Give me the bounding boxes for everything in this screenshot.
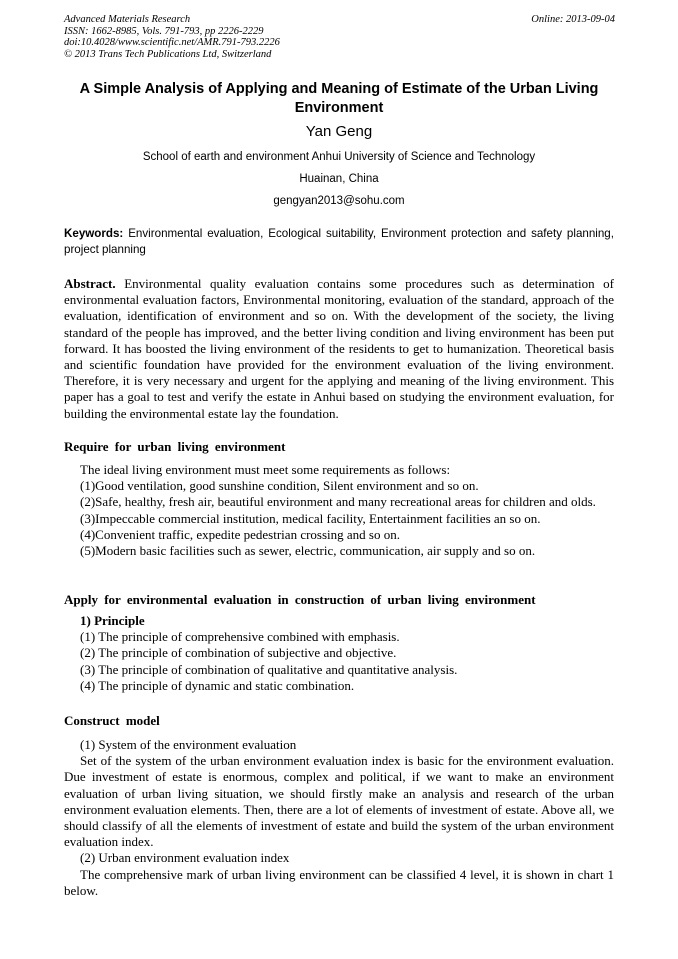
section-heading-model: Construct model — [64, 713, 160, 728]
issn-line: ISSN: 1662-8985, Vols. 791-793, pp 2226-2229 — [64, 25, 264, 37]
list-item: (4)Convenient traffic, expedite pedestrian crossing and so on. — [80, 526, 400, 542]
list-item: (1)Good ventilation, good sunshine condition, Silent environment and so on. — [80, 478, 479, 494]
section-model-body — [64, 737, 614, 899]
author-location: Huainan, China — [299, 173, 379, 185]
list-item: (2) The principle of combination of subjective and objective. — [80, 645, 397, 661]
section-apply-body — [64, 613, 614, 694]
abstract-text: Environmental quality evaluation contains some procedures such as determination of environmental evaluation factors, Environmental monitoring, evaluation of the standard, approach of the evaluation, identification of environment and so on. With the development of the society, the living standard of the people has improved, and the better living condition and living environment has been put forward. It has boosted the living environment of the residents to get to humanization. Theoretical basis and scientific foundation have provided for the environment evaluation of the living environment. Therefore, it is very necessary and urgent for the applying and meaning of the living environment. This paper has a goal to test and verify the estate in Anhui based on studying the environment evaluation, for building the environmental estate lay the foundation. — [64, 276, 614, 421]
list-item: (3)Impeccable commercial institution, medical facility, Entertainment facilities an so on. — [80, 510, 541, 526]
paper-title: A Simple Analysis of Applying and Meaning of Estimate of the Urban Living Environment — [79, 81, 599, 116]
list-item: (2)Safe, healthy, fresh air, beautiful environment and many recreational areas for children and olds. — [80, 494, 596, 510]
paragraph: (2) Urban environment evaluation index — [80, 850, 290, 866]
doi-line: doi:10.4028/www.scientific.net/AMR.791-793.2226 — [64, 37, 280, 48]
author-email[interactable]: gengyan2013@sohu.com — [273, 195, 405, 207]
copyright-line: © 2013 Trans Tech Publications Ltd, Switzerland — [64, 48, 272, 60]
keywords — [64, 226, 614, 257]
paragraph: Set of the system of the urban environment evaluation index is basic for the environment evaluation. Due investment of estate is enormous, complex and political, if we want to make an environment evaluation of urban living situation, we should firstly make an analysis and research of the urban environment evaluation elements. Then, there are a lot of elements of investment of estate. Above all, we should classify of all the elements of investment of estate and build the system of the urban environment evaluation index. — [64, 753, 614, 850]
author-affiliation: School of earth and environment Anhui University of Science and Technology — [142, 151, 536, 163]
section-require-body — [64, 462, 614, 559]
journal-header — [64, 14, 615, 60]
list-item: (3) The principle of combination of qualitative and quantitative analysis. — [80, 661, 458, 677]
author-name: Yan Geng — [305, 123, 373, 140]
online-date: Online: 2013-09-04 — [531, 14, 615, 25]
list-item: (4) The principle of dynamic and static combination. — [80, 677, 355, 693]
keywords-label: Keywords: — [64, 227, 124, 240]
abstract — [64, 276, 614, 422]
list-item: (1) The principle of comprehensive combined with emphasis. — [80, 629, 400, 645]
paragraph: The comprehensive mark of urban living environment can be classified 4 level, it is shown in chart 1 below. — [64, 866, 614, 898]
list-item: (5)Modern basic facilities such as sewer, electric, communication, air supply and so on. — [80, 543, 536, 559]
section-heading-require: Require for urban living environment — [64, 439, 286, 454]
list-item: The ideal living environment must meet some requirements as follows: — [80, 462, 451, 477]
paragraph: (1) System of the environment evaluation — [80, 737, 297, 752]
abstract-label: Abstract. — [64, 276, 116, 291]
journal-name: Advanced Materials Research — [64, 14, 191, 25]
keywords-text: Environmental evaluation, Ecological suitability, Environment protection and safety planning, project planning — [64, 227, 614, 256]
subheading-principle: 1) Principle — [80, 613, 145, 628]
section-heading-apply: Apply for environmental evaluation in construction of urban living environment — [64, 592, 536, 607]
